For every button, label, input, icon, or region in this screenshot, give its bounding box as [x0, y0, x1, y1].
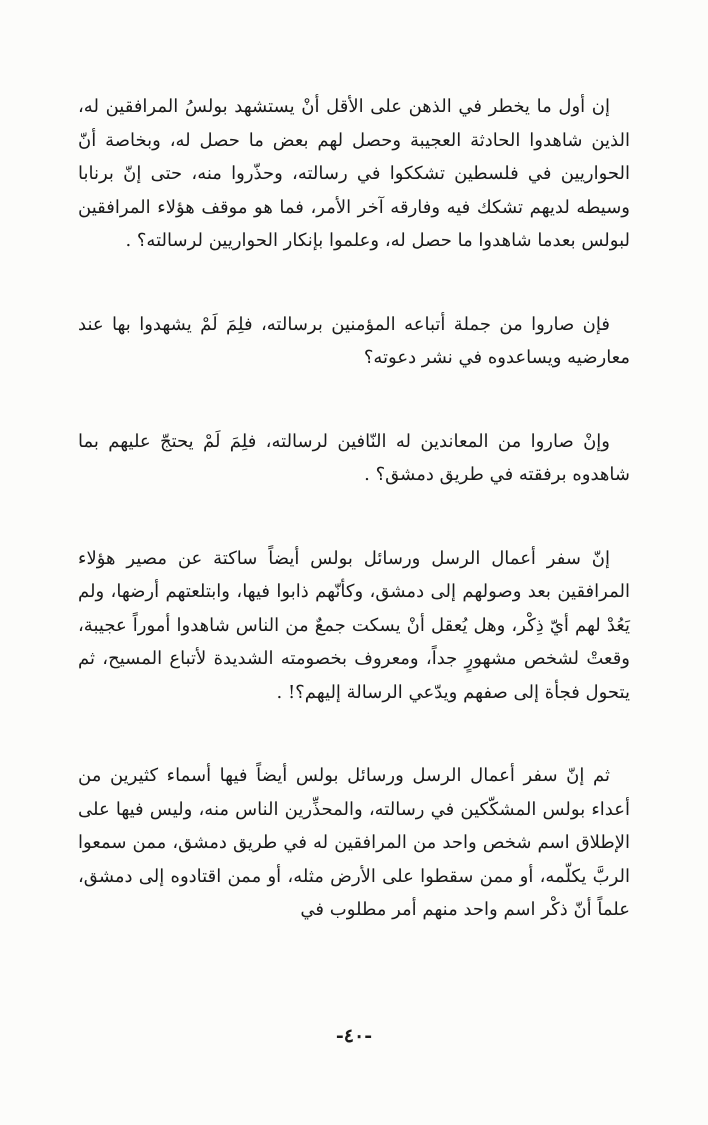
paragraph-1: إن أول ما يخطر في الذهن على الأقل أنْ يستشهد بولسُ المرافقين له، الذين شاهدوا الحادثة العجيبة وحصل لهم بعض ما حصل له، وبخاصة أنّ الحواريين في فلسطين تشككوا في رسالته، وحذّروا منه، حتى إنّ برنابا وسيطه لديهم تشكك فيه وفارقه آخر الأمر، فما هو موقف هؤلاء المرافقين لبولس بعدما شاهدوا ما حصل له، وعلموا بإنكار الحواريين لرسالته؟ . [78, 96, 630, 251]
page-body [78, 90, 630, 927]
paragraph-2: فإن صاروا من جملة أتباعه المؤمنين برسالته، فلِمَ لَمْ يشهدوا بها عند معارضيه ويساعدوه في نشر دعوته؟ [78, 313, 630, 368]
paragraph-5: ثم إنّ سفر أعمال الرسل ورسائل بولس أيضاً فيها أسماء كثيرين من أعداء بولس المشكّكين في رسالته، والمحذِّرين الناس منه، وليس فيها على الإطلاق اسم شخص واحد من المرافقين له في طريق دمشق، ممن سمعوا الربَّ يكلّمه، أو ممن سقطوا على الأرض مثله، أو ممن اقتادوه إلى دمشق، علماً أنّ ذكْر اسم واحد منهم أمر مطلوب في [78, 765, 630, 920]
page-number: -٤٠- [335, 1025, 373, 1047]
paragraph-3: وإنْ صاروا من المعاندين له النّافين لرسالته، فلِمَ لَمْ يحتجّ عليهم بما شاهدوه برفقته في طريق دمشق؟ . [78, 430, 630, 485]
paragraph-4: إنّ سفر أعمال الرسل ورسائل بولس أيضاً ساكتة عن مصير هؤلاء المرافقين بعد وصولهم إلى دمشق، وكأنّهم ذابوا فيها، وابتلعتهم أرضها، ولم يَعُدْ لهم أيّ ذِكْر، وهل يُعقل أنْ يسكت جمعٌ من الناس شاهدوا أموراً عجيبة، وقعتْ لشخص مشهورٍ جداً، ومعروف بخصومته الشديدة لأتباع المسيح، ثم يتحول فجأة إلى صفهم ويدّعي الرسالة إليهم؟! . [78, 547, 630, 703]
